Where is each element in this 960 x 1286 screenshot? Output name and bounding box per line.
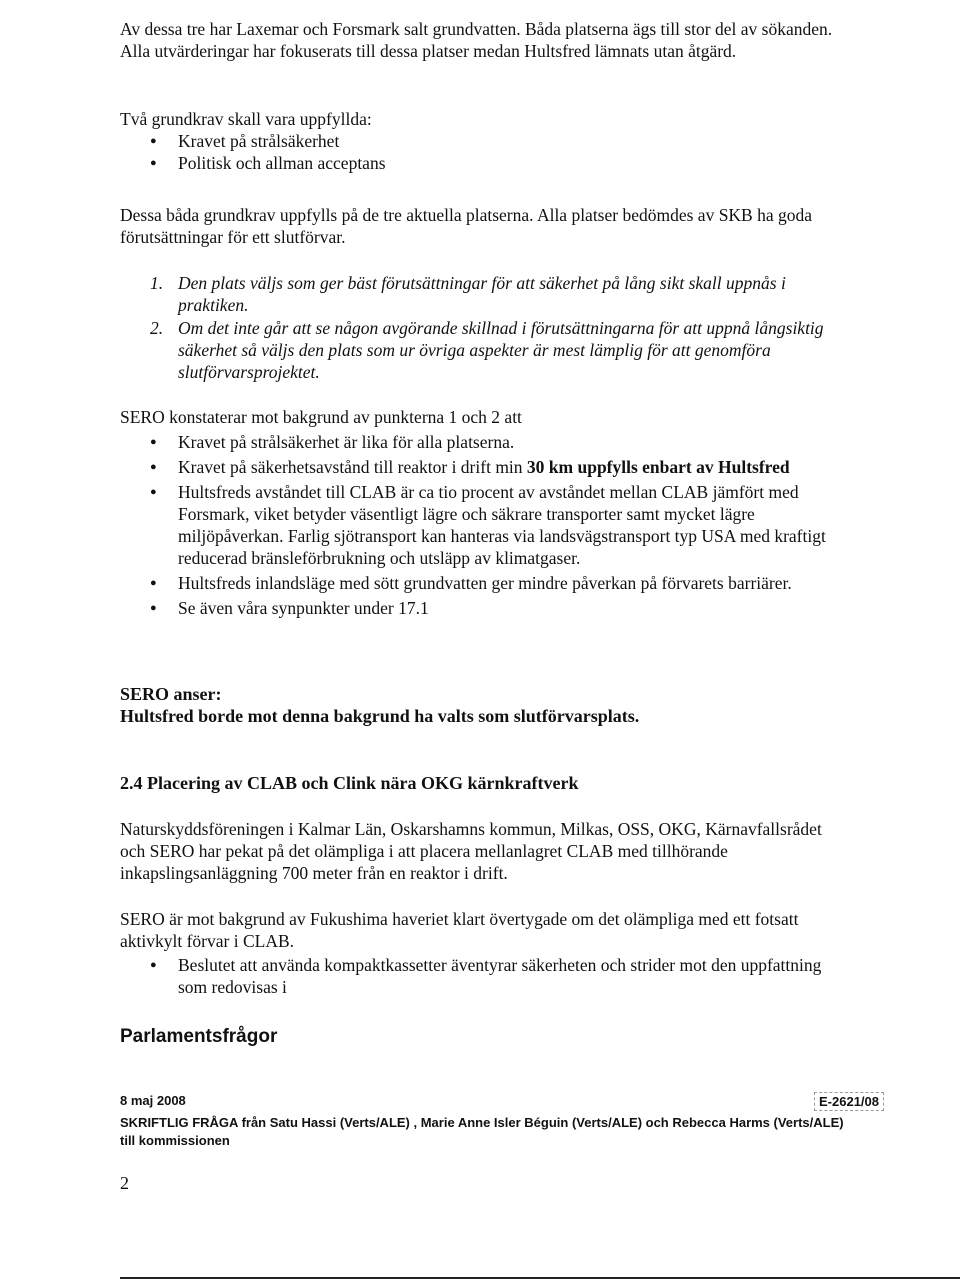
list-text: Kravet på säkerhetsavstånd till reaktor i drift min	[178, 457, 527, 477]
sero-anser-text: Hultsfred borde mot denna bakgrund ha valts som slutförvarsplats.	[120, 706, 640, 726]
list-number: 2.	[150, 318, 164, 338]
grundkrav-intro: Två grundkrav skall vara uppfyllda:	[120, 109, 372, 129]
list-item	[120, 317, 850, 383]
numbered-list	[120, 272, 850, 384]
section-heading: 2.4 Placering av CLAB och Clink nära OKG kärnkraftverk	[120, 773, 579, 793]
list-item: ● Hultsfreds avståndet till CLAB är ca tio procent av avståndet mellan CLAB jämfört med Forsmark, viket betyder väsentligt lägre och säkrare transporter samt mycket lägre miljöpåverkan. Farlig sjötransport kan hanteras via landsvägstransport typ USA med kraftigt reducerad bränsleförbrukning och utsläpp av klimatgaser.	[120, 481, 850, 569]
parlamentsfragor-heading: Parlamentsfrågor	[120, 1026, 278, 1047]
list-item: ● Politisk och allman acceptans	[120, 152, 850, 174]
list-item: ● Se även våra synpunkter under 17.1	[120, 597, 850, 619]
sero-anser-label: SERO anser:	[120, 684, 222, 704]
grundkrav-list	[120, 130, 850, 174]
sero-points-list	[120, 431, 850, 619]
grundkrav-section	[120, 108, 850, 174]
parl-question: SKRIFTLIG FRÅGA från Satu Hassi (Verts/ALE) , Marie Anne Isler Béguin (Verts/ALE) och Rebecca Harms (Verts/ALE) till kommissionen	[120, 1115, 844, 1148]
sero-section	[120, 406, 850, 619]
list-item	[120, 456, 850, 478]
list-text-bold: 30 km uppfylls enbart av Hultsfred	[526, 457, 790, 477]
paragraph-intro: Av dessa tre har Laxemar och Forsmark salt grundvatten. Båda platserna ägs till stor del av sökanden. Alla utvärderingar har fokuserats till dessa platser medan Hultsfred lämnats utan åtgärd.	[120, 19, 833, 61]
sero-intro: SERO konstaterar mot bakgrund av punkterna 1 och 2 att	[120, 407, 522, 427]
sero-anser-block	[120, 683, 850, 727]
page-number: 2	[120, 1173, 129, 1193]
list-item: ● Kravet på strålsäkerhet	[120, 130, 850, 152]
list-item	[120, 272, 850, 316]
footer-rule	[120, 1277, 960, 1279]
list-number: 1.	[150, 273, 164, 293]
paragraph-placering: Naturskyddsföreningen i Kalmar Län, Oskarshamns kommun, Milkas, OSS, OKG, Kärnavfallsrådet och SERO har pekat på det olämpliga i att placera mellanlagret CLAB med tillhörande inkapslingsanläggning 700 meter från en reaktor i drift.	[120, 819, 822, 883]
parl-date: 8 maj 2008	[120, 1093, 186, 1108]
list-item: ● Beslutet att använda kompaktkassetter äventyrar säkerheten och strider mot den uppfattning som redovisas i	[120, 954, 850, 998]
parl-reference: E-2621/08	[814, 1092, 884, 1111]
list-text: Den plats väljs som ger bäst förutsättningar för att säkerhet på lång sikt skall uppnås i praktiken.	[178, 273, 786, 315]
beslut-list	[120, 954, 850, 998]
list-text: Om det inte går att se någon avgörande skillnad i förutsättningarna för att uppnå långsiktig säkerhet så väljs den plats som ur övriga aspekter är mest lämplig för att genomföra slutförvarsprojektet.	[178, 318, 824, 382]
paragraph-grundkrav-result: Dessa båda grundkrav uppfylls på de tre aktuella platserna. Alla platser bedömdes av SKB ha goda förutsättningar för ett slutförvar.	[120, 205, 813, 247]
paragraph-fukushima: SERO är mot bakgrund av Fukushima haveriet klart övertygade om det olämpliga med ett fotsatt aktivkylt förvar i CLAB.	[120, 909, 799, 951]
list-item: ● Kravet på strålsäkerhet är lika för alla platserna.	[120, 431, 850, 453]
list-item: ● Hultsfreds inlandsläge med sött grundvatten ger mindre påverkan på förvarets barriärer.	[120, 572, 850, 594]
